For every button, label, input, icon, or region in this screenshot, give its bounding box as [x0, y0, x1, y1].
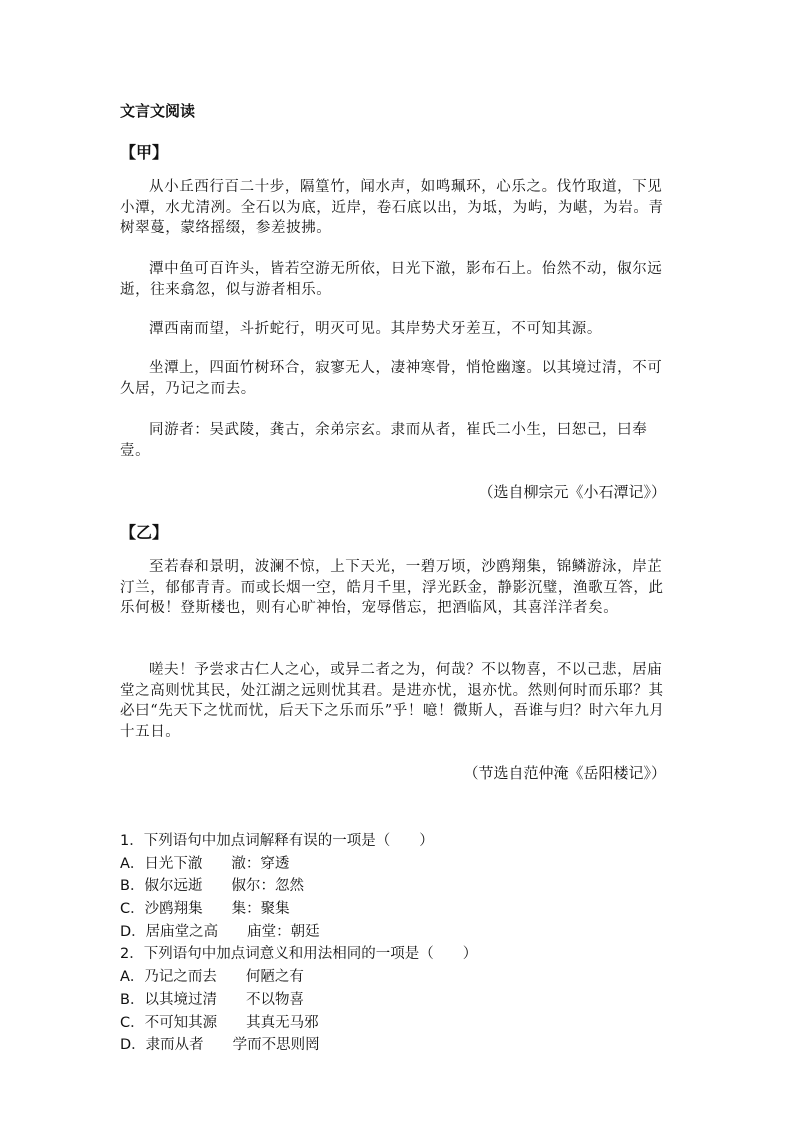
section-label-yi: 【乙】: [120, 523, 169, 542]
question-1-option-c: C．沙鸥翔集 集：聚集: [120, 901, 290, 918]
yi-paragraph-2: 嗟夫！予尝求古仁人之心，或异二者之为，何哉？不以物喜，不以己悲，居庙堂之高则忧其民，处江湖之远则忧其君。是进亦忧，退亦忧。然则何时而乐耶？其必曰“先天下之忧而忧，后天下之乐而乐”乎！噫！微斯人，吾谁与归？时六年九月十五日。: [120, 662, 665, 740]
yi-source-citation: （节选自范仲淹《岳阳楼记》）: [463, 764, 666, 782]
question-1-option-a: A．日光下澈 澈：穿透: [120, 855, 290, 872]
question-2-option-a: A．乃记之而去 何陋之有: [120, 969, 304, 986]
section-label-jia: 【甲】: [120, 143, 169, 162]
question-2-option-c: C．不可知其源 其真无马邪: [120, 1014, 319, 1031]
question-1-stem: 1．下列语句中加点词解释有误的一项是（ ）: [120, 833, 434, 849]
question-2-option-b: B．以其境过清 不以物喜: [120, 991, 304, 1008]
questions-block: [120, 830, 680, 1057]
jia-paragraph-1: 从小丘西行百二十步，隔篁竹，闻水声，如鸣珮环，心乐之。伐竹取道，下见小潭，水尤清冽。全石以为底，近岸，卷石底以出，为坻，为屿，为嵁，为岩。青树翠蔓，蒙络摇缀，参差披拂。: [120, 179, 664, 236]
question-1-option-b: B．俶尔远逝 俶尔：忽然: [120, 878, 304, 895]
page-title: 文言文阅读: [120, 102, 196, 120]
jia-source-citation: （选自柳宗元《小石潭记》）: [478, 483, 666, 501]
jia-paragraph-2: 潭中鱼可百许头，皆若空游无所依，日光下澈，影布石上。佁然不动，俶尔远逝，往来翕忽，似与游者相乐。: [120, 261, 663, 298]
question-1-option-d: D．居庙堂之高 庙堂：朝廷: [120, 923, 320, 940]
jia-paragraph-4: 坐潭上，四面竹树环合，寂寥无人，凄神寒骨，悄怆幽邃。以其境过清，不可久居，乃记之而去。: [120, 360, 663, 397]
question-2-option-d: D．隶而从者 学而不思则罔: [120, 1037, 320, 1054]
question-2-stem: 2．下列语句中加点词意义和用法相同的一项是（ ）: [120, 946, 478, 963]
yi-paragraph-1: 至若春和景明，波澜不惊，上下天光，一碧万顷，沙鸥翔集，锦鳞游泳，岸芷汀兰，郁郁青青。而或长烟一空，皓月千里，浮光跃金，静影沉璧，渔歌互答，此乐何极！登斯楼也，则有心旷神怡，宠辱偕忘，把酒临风，其喜洋洋者矣。: [120, 559, 664, 616]
jia-paragraph-5: 同游者：吴武陵，龚古，余弟宗玄。隶而从者，崔氏二小生，曰恕己，曰奉壹。: [120, 422, 648, 459]
jia-paragraph-3: 潭西南而望，斗折蛇行，明灭可见。其岸势犬牙差互，不可知其源。: [149, 321, 602, 337]
